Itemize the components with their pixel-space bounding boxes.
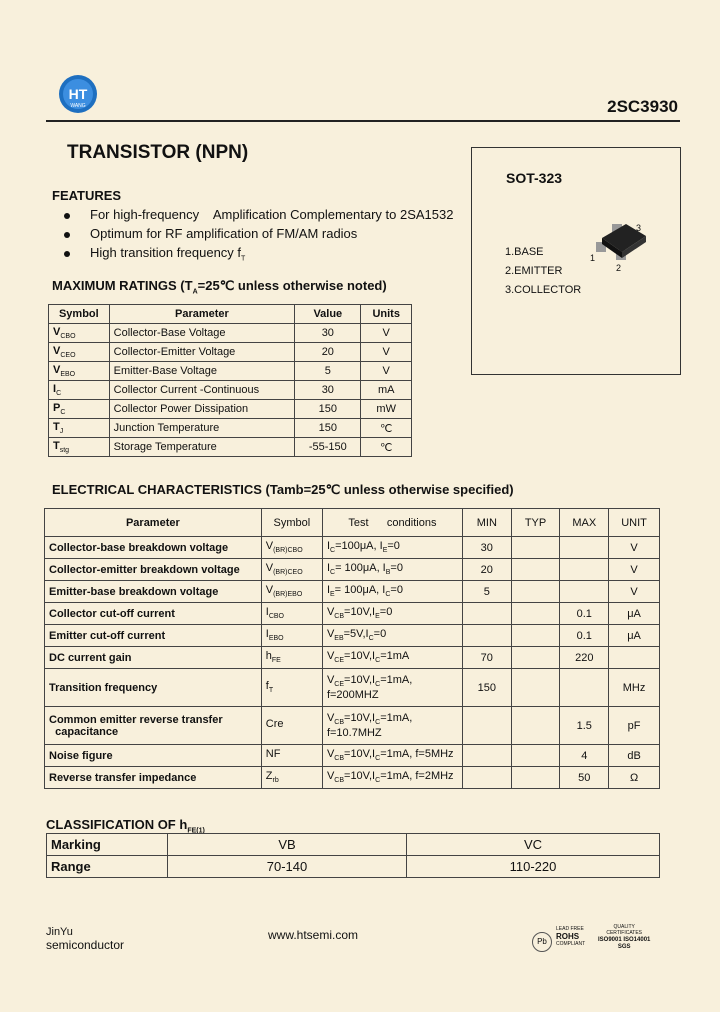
heading-part: MAXIMUM RATINGS (T	[52, 278, 193, 293]
value-cell: 30	[295, 381, 361, 400]
table-row	[49, 324, 412, 343]
symbol-cell: $T_{stg}$	[49, 438, 110, 457]
value-cell: 30	[295, 324, 361, 343]
conditions-cell: $V_{CB}=10V,I_E=0$	[322, 603, 462, 625]
electrical-body	[45, 537, 660, 789]
unit-cell: V	[609, 537, 660, 559]
parameter-cell: Collector-Emitter Voltage	[109, 343, 295, 362]
parameter-cell: Emitter-Base Voltage	[109, 362, 295, 381]
symbol-cell: Cre	[261, 707, 322, 745]
unit-cell: V	[361, 324, 412, 343]
max-cell: 220	[560, 647, 609, 669]
unit-cell: ℃	[361, 438, 412, 457]
table-row	[47, 856, 660, 878]
col-min: MIN	[462, 509, 511, 537]
max-cell: 0.1	[560, 625, 609, 647]
cert-text: COMPLIANT	[556, 941, 586, 947]
unit-cell: mW	[361, 400, 412, 419]
feature-item-2	[64, 226, 357, 241]
table-row	[49, 400, 412, 419]
table-row	[49, 381, 412, 400]
cert-text: LEAD FREE	[556, 926, 584, 932]
label-cell: Marking	[47, 834, 168, 856]
unit-cell: V	[609, 581, 660, 603]
conditions-cell: $V_{CE}=10V,I_C=1mA$, f=200MHZ	[322, 669, 462, 707]
page-title: TRANSISTOR (NPN)	[67, 142, 249, 163]
table-row	[45, 745, 660, 767]
typ-cell	[511, 581, 560, 603]
cert-text: CERTIFICATES	[606, 930, 643, 936]
unit-cell: V	[361, 362, 412, 381]
col-units: Units	[361, 305, 412, 324]
parameter-cell: Storage Temperature	[109, 438, 295, 457]
parameter-cell: Reverse transfer impedance	[45, 767, 262, 789]
min-cell	[462, 745, 511, 767]
unit-cell: ℃	[361, 419, 412, 438]
cert-text: ROHS	[556, 932, 580, 941]
typ-cell	[511, 647, 560, 669]
table-row	[49, 362, 412, 381]
parameter-cell: Transition frequency	[45, 669, 262, 707]
package-name: SOT-323	[506, 170, 563, 186]
symbol-cell: $V_{(BR)EBO}$	[261, 581, 322, 603]
value-cell: 110-220	[407, 856, 660, 878]
symbol-cell: $T_J$	[49, 419, 110, 438]
symbol-cell: NF	[261, 745, 322, 767]
parameter-cell: Collector cut-off current	[45, 603, 262, 625]
unit-cell	[609, 647, 660, 669]
part-number: 2SC3930	[607, 97, 678, 116]
symbol-cell: $P_C$	[49, 400, 110, 419]
unit-cell: Ω	[609, 767, 660, 789]
value-cell: -55-150	[295, 438, 361, 457]
table-row	[45, 707, 660, 745]
symbol-cell: $V_{(BR)CEO}$	[261, 559, 322, 581]
heading-part: =25℃ unless otherwise noted)	[197, 278, 387, 293]
typ-cell	[511, 537, 560, 559]
parameter-cell: Collector Current -Continuous	[109, 381, 295, 400]
parameter-cell: Common emitter reverse transfer capacitance	[45, 707, 262, 745]
table-row	[49, 438, 412, 457]
min-cell: 20	[462, 559, 511, 581]
feature-item-3	[64, 245, 245, 263]
unit-cell: pF	[609, 707, 660, 745]
min-cell	[462, 767, 511, 789]
table-row	[45, 767, 660, 789]
conditions-cell: $V_{CB}=10V,I_C=1mA$, f=10.7MHZ	[322, 707, 462, 745]
typ-cell	[511, 707, 560, 745]
unit-cell: μA	[609, 603, 660, 625]
conditions-cell: $V_{CE}=10V,I_C=1mA$	[322, 647, 462, 669]
cert-text: SGS	[617, 944, 631, 950]
min-cell: 30	[462, 537, 511, 559]
typ-cell	[511, 767, 560, 789]
value-cell: VB	[168, 834, 407, 856]
feature-sub: T	[241, 255, 246, 263]
conditions-cell: $V_{CB}=10V,I_C=1mA$, f=2MHz	[322, 767, 462, 789]
symbol-cell: $V_{CBO}$	[49, 324, 110, 343]
max-cell: 1.5	[560, 707, 609, 745]
bullet-icon	[64, 251, 70, 257]
pin-collector: 3.COLLECTOR	[505, 284, 582, 296]
min-cell	[462, 625, 511, 647]
bullet-icon	[64, 232, 70, 238]
table-row	[45, 669, 660, 707]
table-row	[47, 834, 660, 856]
value-cell: 70-140	[168, 856, 407, 878]
max-ratings-heading	[52, 278, 387, 296]
logo-text: HT	[68, 86, 88, 102]
table-row	[45, 559, 660, 581]
max-ratings-body	[49, 324, 412, 457]
value-cell: 150	[295, 419, 361, 438]
parameter-cell: Emitter cut-off current	[45, 625, 262, 647]
typ-cell	[511, 603, 560, 625]
max-cell: 50	[560, 767, 609, 789]
col-parameter: Parameter	[109, 305, 295, 324]
pin-label-2: 2	[616, 263, 622, 273]
symbol-cell: $I_{CBO}$	[261, 603, 322, 625]
heading-part: CLASSIFICATION OF h	[46, 817, 188, 832]
heading-sub: FE(1)	[187, 827, 205, 835]
symbol-cell: $Z_{rb}$	[261, 767, 322, 789]
value-cell: 20	[295, 343, 361, 362]
rohs-badge	[556, 926, 585, 947]
parameter-cell: Junction Temperature	[109, 419, 295, 438]
unit-cell: mA	[361, 381, 412, 400]
col-symbol: Symbol	[261, 509, 322, 537]
unit-cell: MHz	[609, 669, 660, 707]
max-cell: 4	[560, 745, 609, 767]
table-header-row	[49, 305, 412, 324]
symbol-cell: $V_{EBO}$	[49, 362, 110, 381]
label-cell: Range	[47, 856, 168, 878]
parameter-cell: DC current gain	[45, 647, 262, 669]
feature-text: Optimum for RF amplification of FM/AM radios	[90, 226, 358, 241]
min-cell: 150	[462, 669, 511, 707]
cert-text: QUALITY	[613, 924, 635, 930]
symbol-cell: $I_C$	[49, 381, 110, 400]
parameter-cell: Collector-Base Voltage	[109, 324, 295, 343]
sot323-package-icon	[590, 216, 670, 272]
unit-cell: dB	[609, 745, 660, 767]
cert-text: ISO9001 ISO14001	[598, 937, 651, 943]
max-cell	[560, 581, 609, 603]
symbol-cell: $h_{FE}$	[261, 647, 322, 669]
typ-cell	[511, 669, 560, 707]
table-row	[49, 343, 412, 362]
parameter-cell: Collector-base breakdown voltage	[45, 537, 262, 559]
col-max: MAX	[560, 509, 609, 537]
value-cell: 150	[295, 400, 361, 419]
feature-item-1	[64, 207, 453, 222]
website-link[interactable]: www.htsemi.com	[268, 928, 359, 942]
pb-free-icon: Pb	[532, 932, 552, 952]
col-unit: UNIT	[609, 509, 660, 537]
typ-cell	[511, 745, 560, 767]
classification-body	[47, 834, 660, 878]
value-cell: 5	[295, 362, 361, 381]
col-typ: TYP	[511, 509, 560, 537]
min-cell: 5	[462, 581, 511, 603]
parameter-cell: Collector Power Dissipation	[109, 400, 295, 419]
logo-subtext: WANG	[70, 103, 86, 109]
typ-cell	[511, 625, 560, 647]
company-line-2: semiconductor	[46, 938, 125, 952]
parameter-cell: Noise figure	[45, 745, 262, 767]
col-symbol: Symbol	[49, 305, 110, 324]
feature-text: High transition frequency f	[90, 245, 242, 260]
symbol-cell: $I_{EBO}$	[261, 625, 322, 647]
pin-emitter: 2.EMITTER	[505, 265, 563, 277]
parameter-cell: Emitter-base breakdown voltage	[45, 581, 262, 603]
max-cell	[560, 537, 609, 559]
company-logo	[58, 74, 98, 114]
typ-cell	[511, 559, 560, 581]
iso-badge	[598, 924, 650, 950]
unit-cell: V	[361, 343, 412, 362]
max-ratings-table	[48, 304, 412, 457]
company-line-1: JinYu	[46, 926, 73, 938]
table-row	[45, 625, 660, 647]
table-row	[45, 581, 660, 603]
heading-sub: A	[192, 288, 198, 296]
classification-table	[46, 833, 660, 878]
min-cell	[462, 707, 511, 745]
col-parameter: Parameter	[45, 509, 262, 537]
conditions-cell: $I_C=100\mu A$, $I_E=0$	[322, 537, 462, 559]
table-row	[45, 603, 660, 625]
classification-heading	[46, 817, 205, 835]
col-conditions: Test conditions	[322, 509, 462, 537]
conditions-cell: $I_E= 100\mu A$, $I_C=0$	[322, 581, 462, 603]
bullet-icon	[64, 213, 70, 219]
max-cell	[560, 559, 609, 581]
table-row	[45, 647, 660, 669]
pin-label-3: 3	[636, 223, 642, 233]
electrical-table	[44, 508, 660, 789]
features-heading: FEATURES	[52, 188, 122, 203]
max-cell	[560, 669, 609, 707]
header-rule	[46, 120, 680, 122]
pin-base: 1.BASE	[505, 246, 544, 258]
conditions-cell: $V_{CB}=10V,I_C=1mA$, f=5MHz	[322, 745, 462, 767]
max-cell: 0.1	[560, 603, 609, 625]
electrical-heading: ELECTRICAL CHARACTERISTICS (Tamb=25℃ unless otherwise specified)	[52, 482, 514, 497]
feature-text: For high-frequency Amplification Complementary to 2SA1532	[90, 207, 454, 222]
table-header-row	[45, 509, 660, 537]
table-row	[49, 419, 412, 438]
col-value: Value	[295, 305, 361, 324]
min-cell: 70	[462, 647, 511, 669]
package-box	[471, 147, 681, 375]
unit-cell: V	[609, 559, 660, 581]
symbol-cell: $f_T$	[261, 669, 322, 707]
pin-label-1: 1	[590, 253, 596, 263]
symbol-cell: $V_{(BR)CBO}$	[261, 537, 322, 559]
parameter-cell: Collector-emitter breakdown voltage	[45, 559, 262, 581]
symbol-cell: $V_{CEO}$	[49, 343, 110, 362]
conditions-cell: $I_C= 100\mu A$, $I_B=0$	[322, 559, 462, 581]
value-cell: VC	[407, 834, 660, 856]
min-cell	[462, 603, 511, 625]
table-row	[45, 537, 660, 559]
unit-cell: μA	[609, 625, 660, 647]
conditions-cell: $V_{EB}=5V,I_C=0$	[322, 625, 462, 647]
